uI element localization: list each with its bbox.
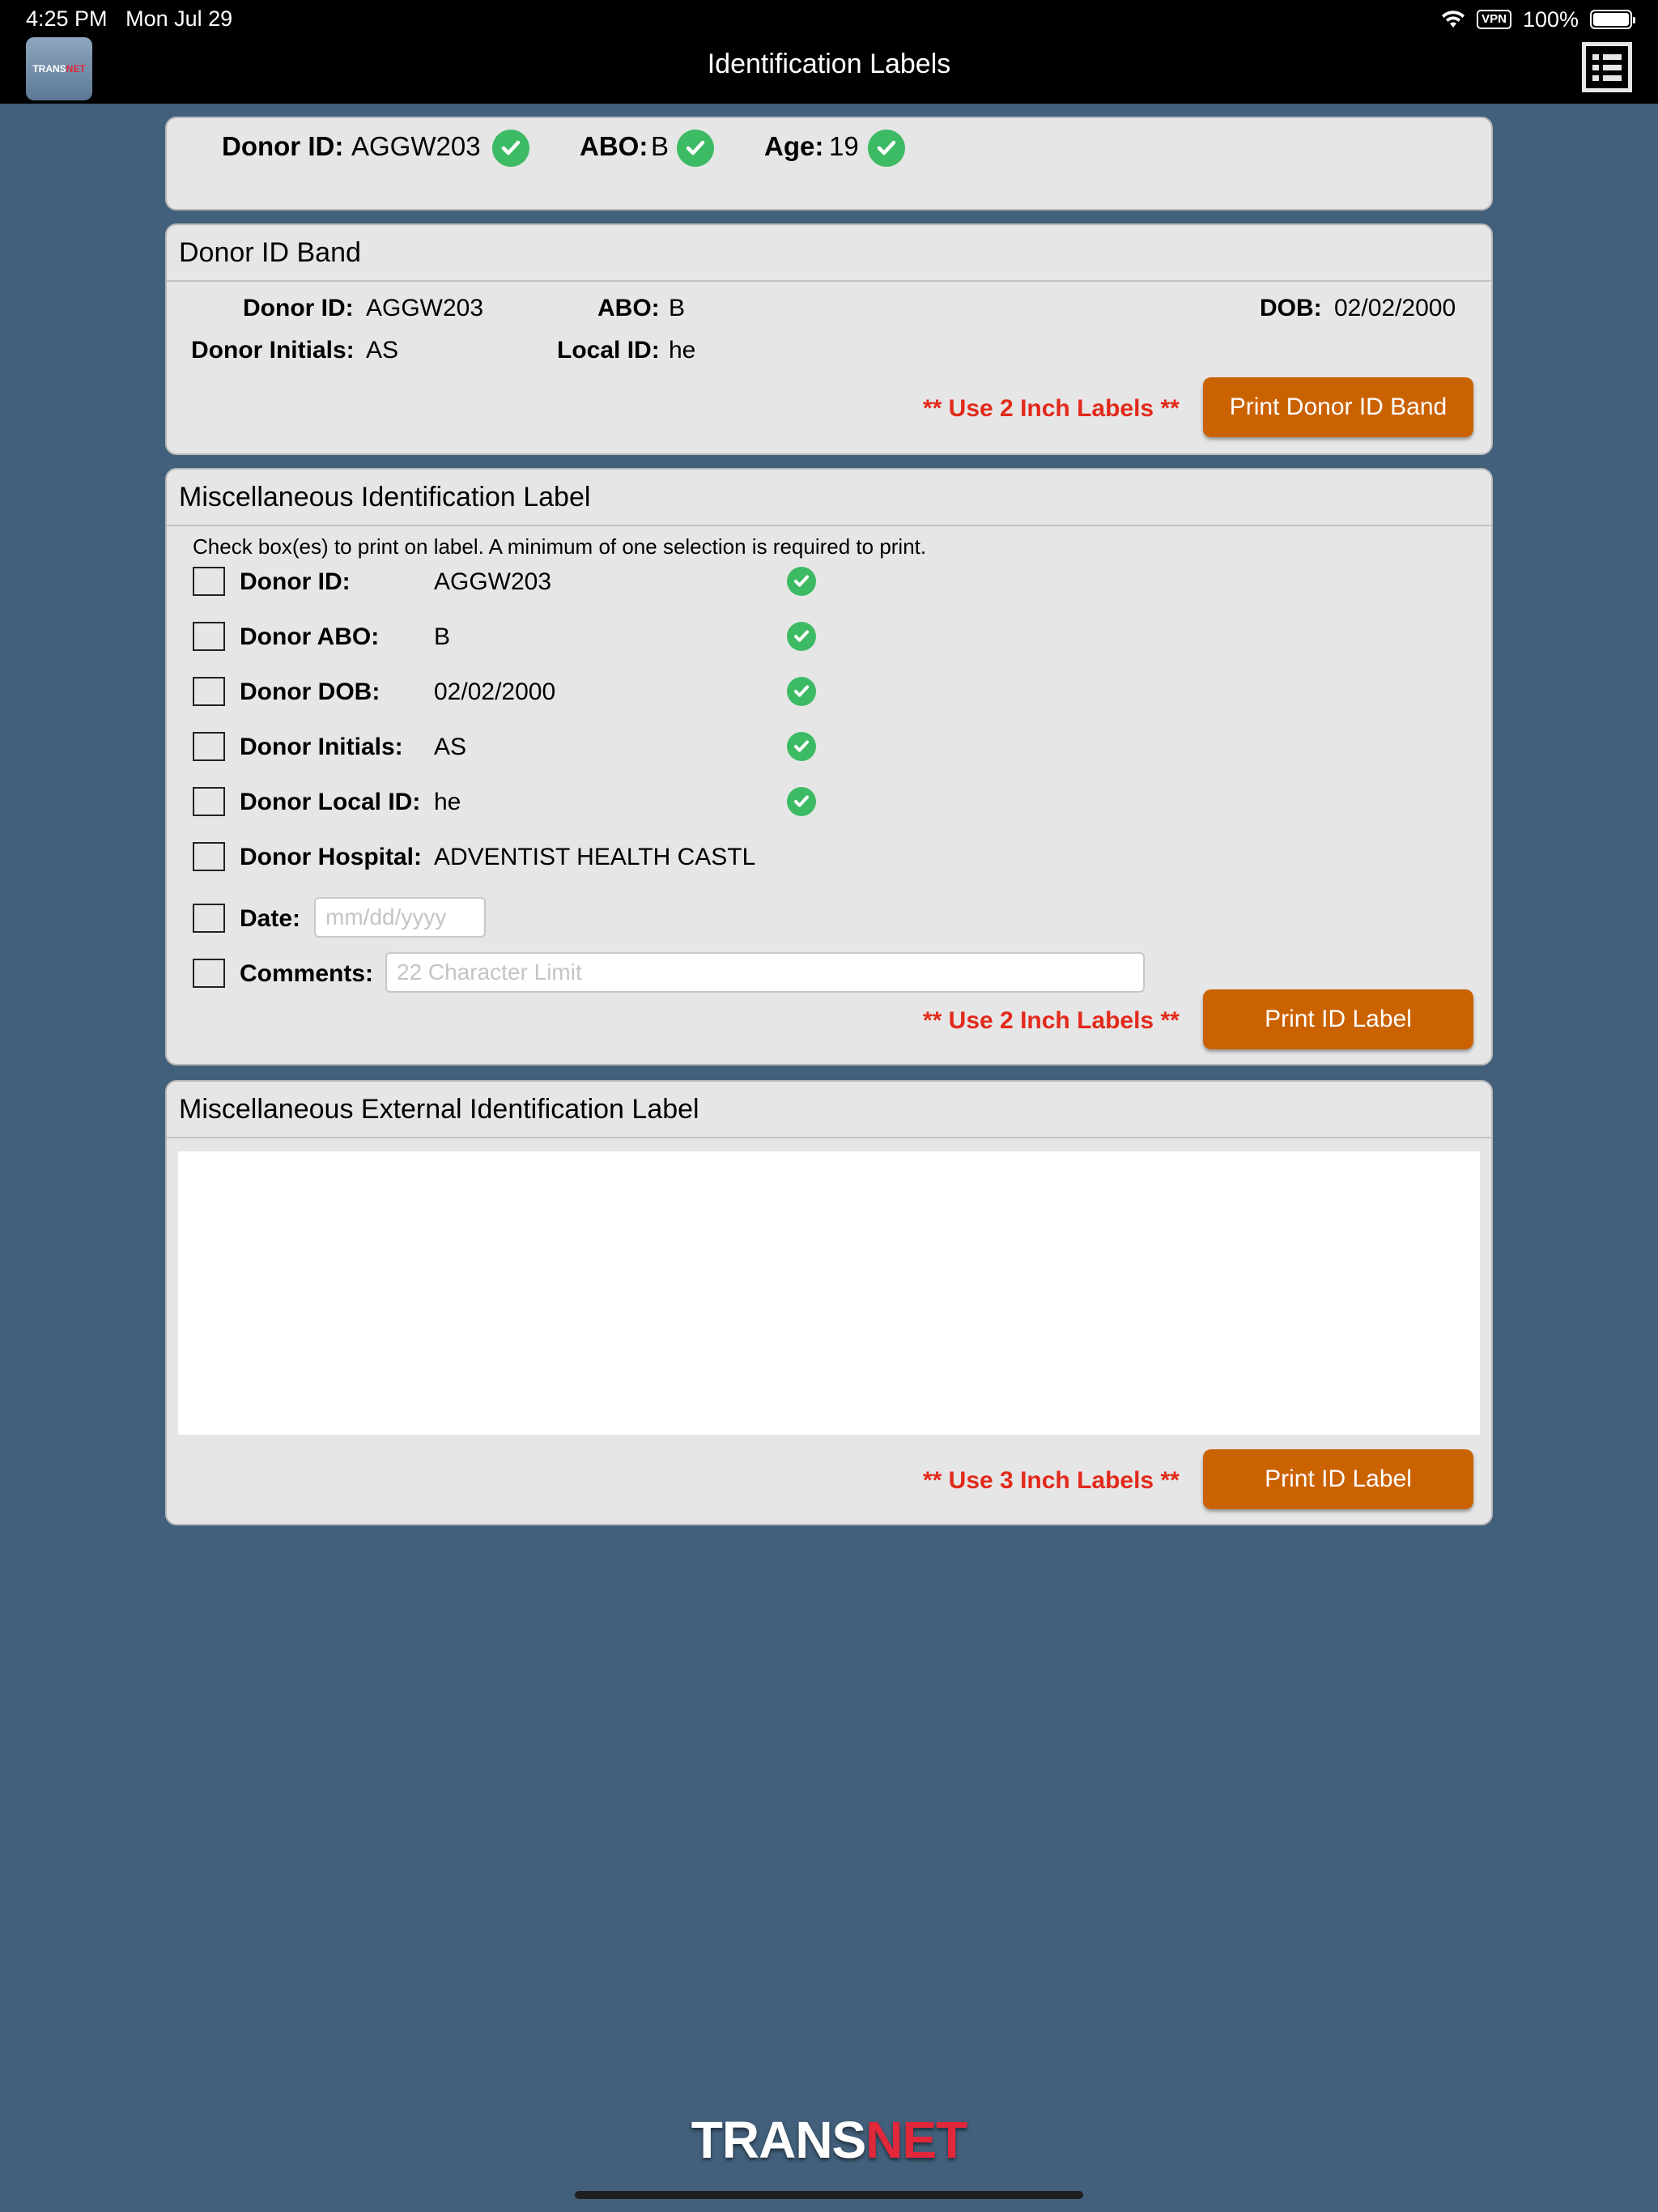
status-time: 4:25 PM (26, 6, 108, 31)
summary-donor-id-value: AGGW203 (351, 131, 481, 161)
donor-id-band-title: Donor ID Band (167, 225, 1491, 282)
page-title: Identification Labels (707, 49, 951, 79)
verified-check-icon (787, 622, 816, 651)
misc-row-label: Donor Initials: (240, 734, 403, 760)
print-id-label-button[interactable]: Print ID Label (1203, 989, 1473, 1049)
footer-logo-net: NET (865, 2111, 967, 2169)
misc-row-value: ADVENTIST HEALTH CASTL (434, 844, 756, 870)
donor-id-check-icon (492, 130, 529, 167)
verified-check-icon (787, 787, 816, 816)
band-dob-label: DOB: (1260, 295, 1322, 321)
misc-row-label: Donor ID: (240, 568, 351, 595)
misc-id-label-panel (165, 468, 1493, 1066)
footer-logo-trans: TRANS (691, 2111, 866, 2169)
top-bar (0, 0, 1658, 104)
band-initials-value: AS (366, 337, 399, 364)
home-indicator[interactable] (575, 2191, 1083, 2199)
external-id-label-panel (165, 1080, 1493, 1525)
age-check-icon (868, 130, 905, 167)
misc-row-label: Donor DOB: (240, 678, 380, 705)
app-logo-net: NET (66, 63, 86, 74)
list-icon[interactable] (1582, 42, 1632, 92)
external-label-preview (178, 1151, 1480, 1435)
vpn-badge: VPN (1477, 10, 1511, 29)
band-donor-id-value: AGGW203 (366, 295, 484, 321)
donor-id-band-panel (165, 223, 1493, 455)
date-label: Date: (240, 905, 301, 932)
misc-row-value: AGGW203 (434, 568, 552, 595)
verified-check-icon (787, 677, 816, 706)
misc-row-checkbox[interactable] (193, 622, 225, 651)
summary-abo-value: B (651, 131, 670, 161)
summary-donor-id-label: Donor ID: (222, 131, 344, 161)
battery-fill (1593, 13, 1629, 26)
summary-abo-label: ABO: (580, 131, 648, 161)
misc-row-label: Donor Hospital: (240, 844, 422, 870)
verified-check-icon (787, 732, 816, 761)
misc-label-size-warning: ** Use 2 Inch Labels ** (923, 1007, 1180, 1034)
misc-id-label-title: Miscellaneous Identification Label (167, 470, 1491, 526)
misc-row-checkbox[interactable] (193, 842, 225, 871)
date-input[interactable] (314, 897, 486, 938)
misc-row-label: Donor Local ID: (240, 789, 421, 815)
date-checkbox[interactable] (193, 904, 225, 933)
misc-row-checkbox[interactable] (193, 567, 225, 596)
external-label-size-warning: ** Use 3 Inch Labels ** (923, 1467, 1180, 1494)
misc-row-value: AS (434, 734, 467, 760)
misc-row-checkbox[interactable] (193, 732, 225, 761)
band-abo-value: B (669, 295, 686, 321)
misc-row-checkbox[interactable] (193, 787, 225, 816)
battery-icon (1590, 10, 1632, 29)
print-donor-id-band-button[interactable]: Print Donor ID Band (1203, 377, 1473, 437)
misc-row-value: he (434, 789, 461, 815)
abo-check-icon (677, 130, 714, 167)
status-time-date (26, 6, 232, 32)
comments-label: Comments: (240, 960, 374, 987)
band-initials-label: Donor Initials: (191, 337, 355, 364)
comments-input[interactable] (385, 952, 1145, 993)
print-external-id-label-button[interactable]: Print ID Label (1203, 1449, 1473, 1509)
misc-row-value: B (434, 623, 451, 650)
misc-instructions: Check box(es) to print on label. A minimum of one selection is required to print. (193, 534, 927, 559)
band-abo-label: ABO: (597, 295, 660, 321)
band-donor-id-label: Donor ID: (243, 295, 354, 321)
wifi-icon (1441, 10, 1465, 29)
battery-percent: 100% (1522, 6, 1579, 32)
comments-checkbox[interactable] (193, 959, 225, 988)
donor-summary-panel (165, 117, 1493, 211)
verified-check-icon (787, 567, 816, 596)
status-indicators (1441, 6, 1632, 32)
misc-row-value: 02/02/2000 (434, 678, 556, 705)
summary-age-value: 19 (829, 131, 859, 161)
misc-row-checkbox[interactable] (193, 677, 225, 706)
app-logo-trans: TRANS (32, 63, 66, 74)
misc-row-label: Donor ABO: (240, 623, 380, 650)
band-label-size-warning: ** Use 2 Inch Labels ** (923, 395, 1180, 422)
band-local-id-label: Local ID: (557, 337, 660, 364)
summary-age-label: Age: (764, 131, 824, 161)
footer-logo (0, 2110, 1658, 2170)
band-local-id-value: he (669, 337, 696, 364)
status-date: Mon Jul 29 (125, 6, 233, 31)
external-id-label-title: Miscellaneous External Identification Label (167, 1082, 1491, 1138)
band-dob-value: 02/02/2000 (1334, 295, 1456, 321)
